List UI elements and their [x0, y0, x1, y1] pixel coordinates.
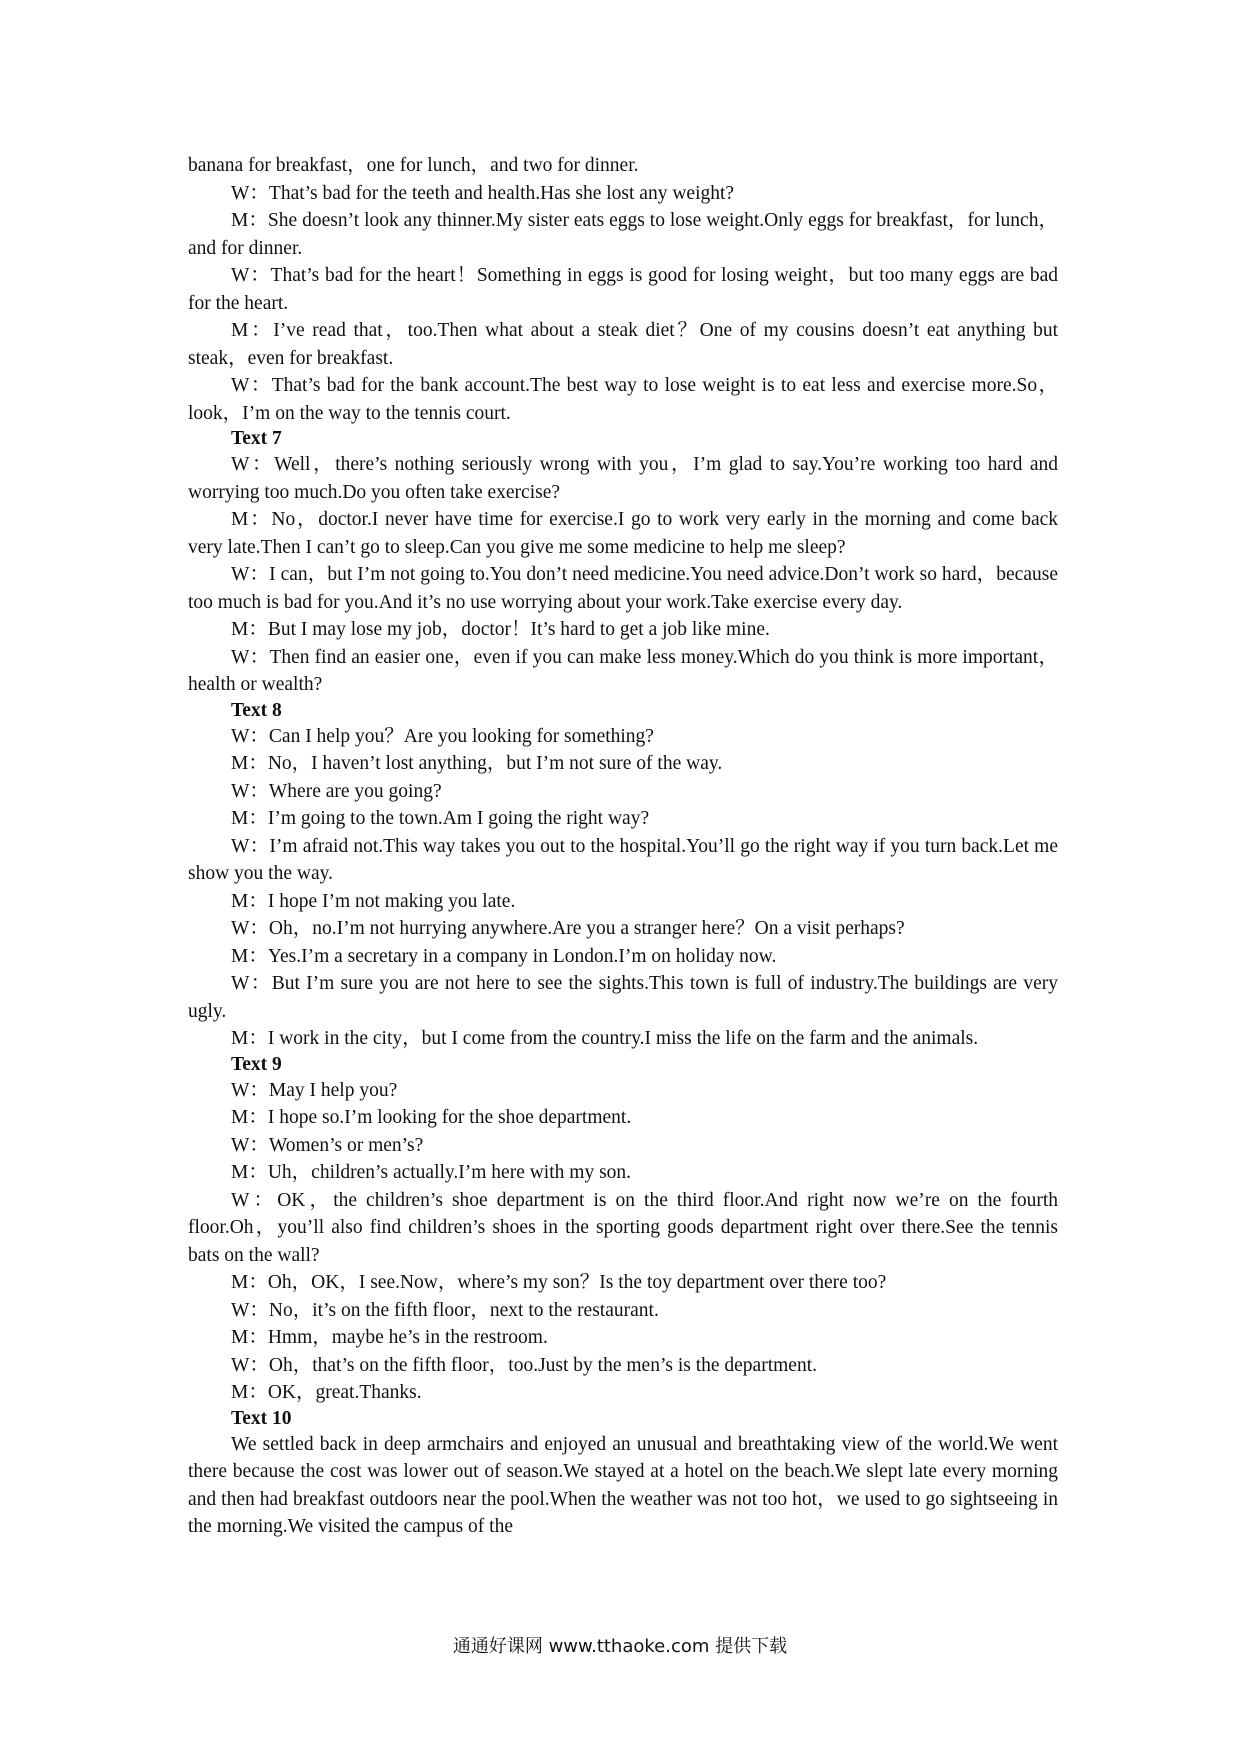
dialogue-paragraph: W：I’m afraid not.This way takes you out to the hospital.You’ll go the right way if you turn back.Let me show you the way.: [188, 835, 1058, 884]
document-body: [188, 152, 1058, 1541]
dialogue-paragraph: M：She doesn’t look any thinner.My sister eats eggs to lose weight.Only eggs for breakfast，for lunch，and for dinner.: [188, 210, 1058, 259]
dialogue-paragraph: M：I hope so.I’m looking for the shoe department.: [231, 1107, 632, 1128]
dialogue-paragraph: W：Well，there’s nothing seriously wrong with you，I’m glad to say.You’re working too hard and worrying too much.Do you often take exercise?: [188, 454, 1058, 503]
dialogue-paragraph: banana for breakfast，one for lunch，and two for dinner.: [188, 155, 639, 176]
section-heading: Text 10: [231, 1407, 292, 1429]
dialogue-paragraph: W：May I help you?: [231, 1079, 398, 1101]
dialogue-paragraph: W：No，it’s on the fifth floor，next to the restaurant.: [231, 1299, 659, 1321]
dialogue-paragraph: W：But I’m sure you are not here to see the sights.This town is full of industry.The buildings are very ugly.: [188, 973, 1058, 1022]
dialogue-paragraph: W：That’s bad for the teeth and health.Has she lost any weight?: [231, 182, 735, 204]
dialogue-paragraph: W：Where are you going?: [231, 780, 442, 802]
dialogue-paragraph: M：Uh，children’s actually.I’m here with my son.: [231, 1162, 632, 1183]
dialogue-paragraph: M：Oh，OK，I see.Now，where’s my son？Is the toy department over there too?: [231, 1272, 887, 1293]
dialogue-paragraph: M：OK，great.Thanks.: [231, 1382, 422, 1403]
dialogue-paragraph: M：But I may lose my job，doctor！It’s hard to get a job like mine.: [231, 619, 770, 640]
dialogue-paragraph: M：Hmm，maybe he’s in the restroom.: [231, 1327, 548, 1348]
dialogue-paragraph: W：Women’s or men’s?: [231, 1134, 424, 1156]
dialogue-paragraph: M：No，doctor.I never have time for exercise.I go to work very early in the morning and come back very late.Then I can’t go to sleep.Can you give me some medicine to help me sleep?: [188, 509, 1058, 558]
dialogue-paragraph: M：I’ve read that，too.Then what about a steak diet？One of my cousins doesn’t eat anything but steak，even for breakfast.: [188, 320, 1058, 369]
dialogue-paragraph: W：That’s bad for the bank account.The best way to lose weight is to eat less and exercise more.So，look，I’m on the way to the tennis court.: [188, 375, 1058, 424]
dialogue-paragraph: W：Oh，that’s on the fifth floor，too.Just by the men’s is the department.: [231, 1354, 817, 1376]
dialogue-paragraph: M：I hope I’m not making you late.: [231, 890, 516, 912]
page-footer: 通通好课网 www.tthaoke.com 提供下载: [452, 1636, 788, 1657]
dialogue-paragraph: W：OK，the children’s shoe department is on the third floor.And right now we’re on the fourth floor.Oh，you’ll also find children’s shoes in the sporting goods department right over there.See the tennis bats on the wall?: [188, 1189, 1058, 1266]
section-heading: Text 8: [231, 699, 282, 721]
dialogue-paragraph: M：I’m going to the town.Am I going the right way?: [231, 808, 650, 829]
section-heading: Text 7: [231, 428, 282, 449]
dialogue-paragraph: W：Then find an easier one，even if you can make less money.Which do you think is more important，health or wealth?: [188, 646, 1058, 695]
dialogue-paragraph: W：That’s bad for the heart！Something in eggs is good for losing weight，but too many eggs are bad for the heart.: [188, 265, 1058, 314]
dialogue-paragraph: W：Oh，no.I’m not hurrying anywhere.Are you a stranger here？On a visit perhaps?: [231, 918, 905, 939]
dialogue-paragraph: W：Can I help you？Are you looking for something?: [231, 725, 654, 747]
section-heading: Text 9: [231, 1053, 282, 1075]
dialogue-paragraph: M：Yes.I’m a secretary in a company in London.I’m on holiday now.: [231, 945, 777, 967]
dialogue-paragraph: M：No，I haven’t lost anything，but I’m not sure of the way.: [231, 753, 723, 774]
dialogue-paragraph: W：I can，but I’m not going to.You don’t need medicine.You need advice.Don’t work so hard，because too much is bad for you.And it’s no use worrying about your work.Take exercise every day.: [188, 564, 1058, 613]
dialogue-paragraph: M：I work in the city，but I come from the country.I miss the life on the farm and the animals.: [231, 1028, 979, 1049]
dialogue-paragraph: We settled back in deep armchairs and enjoyed an unusual and breathtaking view of the world.We went there because the cost was lower out of season.We stayed at a hotel on the beach.We slept late every morning and then had breakfast outdoors near the pool.When the weather was not too hot，we used to go sightseeing in the morning.We visited the campus of the: [188, 1433, 1058, 1537]
